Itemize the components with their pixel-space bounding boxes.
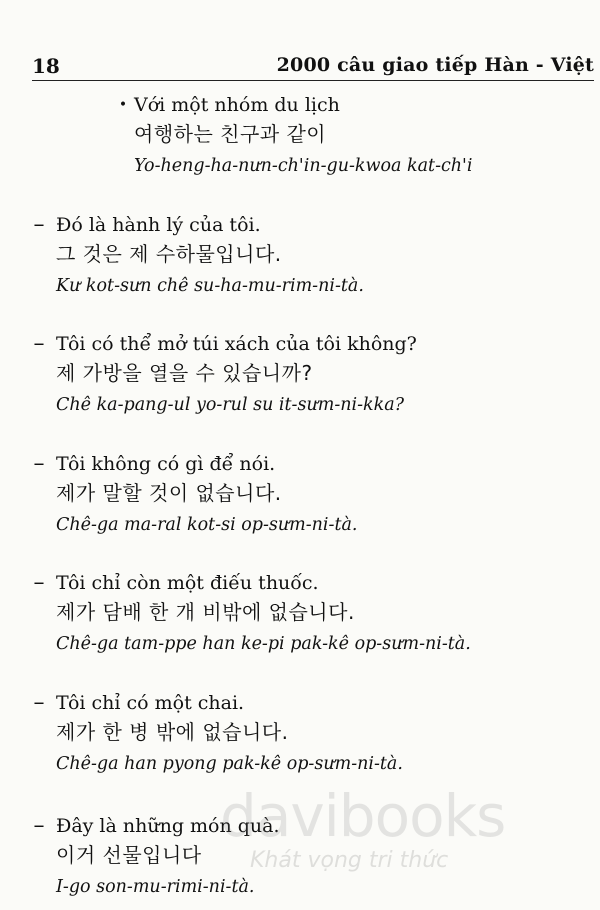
phrase-entry — [33, 451, 358, 540]
watermark-logo: davibooks — [220, 782, 506, 850]
page-number: 18 — [32, 54, 60, 78]
dash-marker: – — [33, 813, 45, 838]
vietnamese-text: Tôi có thể mở túi xách của tôi không? — [56, 333, 417, 355]
dash-marker: – — [33, 331, 45, 356]
korean-text: 이거 선물입니다 — [56, 843, 202, 867]
korean-text: 제가 한 병 밖에 없습니다. — [56, 720, 289, 744]
romanization-text: Chê ka-pang-ul yo-rul su it-sưm-ni-kka? — [56, 395, 405, 415]
dash-marker: – — [33, 570, 45, 595]
vietnamese-text: Tôi chỉ còn một điếu thuốc. — [56, 572, 319, 594]
korean-text: 제가 담배 한 개 비밖에 없습니다. — [56, 600, 355, 624]
korean-text: 제 가방을 열을 수 있습니까? — [56, 361, 313, 385]
vietnamese-text: Tôi chỉ có một chai. — [56, 692, 245, 714]
watermark-tagline: Khát vọng tri thức — [250, 848, 449, 873]
dash-marker: – — [33, 212, 45, 237]
phrase-entry — [33, 212, 364, 301]
romanization-text: Yo-heng-ha-nưn-ch'in-gu-kwoa kat-ch'i — [134, 156, 473, 176]
korean-text: 그 것은 제 수하물입니다. — [56, 242, 282, 266]
phrase-entry-bullet — [110, 92, 472, 181]
romanization-text: Chê-ga tam-ppe han ke-pi pak-kê op-sưm-ni-tà. — [56, 634, 471, 654]
phrase-entry — [33, 570, 471, 659]
book-title: 2000 câu giao tiếp Hàn - Việt — [276, 54, 594, 76]
dash-marker: – — [33, 451, 45, 476]
vietnamese-text: Tôi không có gì để nói. — [56, 453, 276, 475]
romanization-text: I-go son-mu-rimi-ni-tà. — [56, 877, 255, 897]
romanization-text: Kư kot-sưn chê su-ha-mu-rim-ni-tà. — [56, 276, 364, 296]
romanization-text: Chê-ga ma-ral kot-si op-sưm-ni-tà. — [56, 515, 358, 535]
phrase-entry — [33, 331, 417, 420]
page-header — [32, 50, 594, 81]
vietnamese-text: Đó là hành lý của tôi. — [56, 214, 261, 236]
romanization-text: Chê-ga han pyong pak-kê op-sưm-ni-tà. — [56, 754, 403, 774]
bullet-marker: • — [118, 97, 128, 113]
korean-text: 제가 말할 것이 없습니다. — [56, 481, 282, 505]
korean-text: 여행하는 친구과 같이 — [134, 122, 327, 146]
vietnamese-text: Với một nhóm du lịch — [134, 94, 340, 116]
dash-marker: – — [33, 690, 45, 715]
vietnamese-text: Đây là những món quà. — [56, 815, 280, 837]
phrase-entry — [33, 690, 403, 779]
